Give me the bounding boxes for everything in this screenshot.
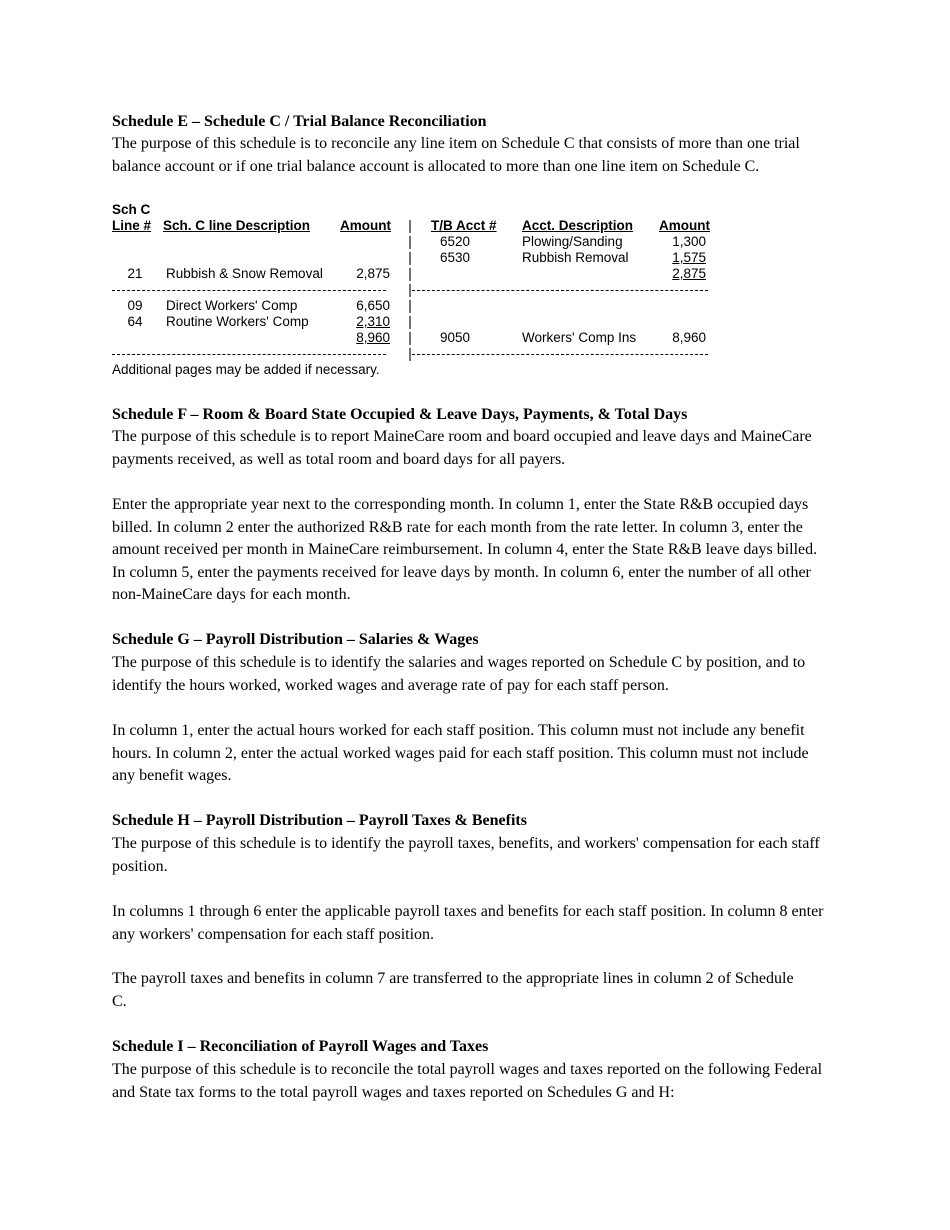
tb-total-cell: 2,875 [672,266,706,281]
schedule-g-paragraph-2: In column 1, enter the actual hours worked for each staff position. This column must not include any benefit hours. In column 2, enter the actual worked wages paid for each staff position. This column must not include any benefit wages. [112,722,809,784]
tb-amount-cell: 8,960 [672,330,706,345]
header-tb-acct: T/B Acct # [431,218,497,233]
line-description-cell: Routine Workers' Comp [166,314,309,329]
schedule-e-paragraph: The purpose of this schedule is to reconcile any line item on Schedule C that consists of more than one trial balance account or if one trial balance account is allocated to more than one line item on Schedule C. [112,135,800,175]
line-total-cell: 8,960 [356,330,390,345]
divider [112,354,386,355]
column-separator: | [408,250,412,265]
schedule-g-paragraph-1: The purpose of this schedule is to identify the salaries and wages reported on Schedule C by position, and to identify the hours worked, worked wages and average rate of pay for each staff person. [112,654,806,694]
divider [412,290,708,291]
column-separator: | [408,298,412,313]
acct-description-cell: Workers' Comp Ins [522,330,637,345]
schedule-f-heading: Schedule F – Room & Board State Occupied & Leave Days, Payments, & Total Days [112,406,688,423]
tb-amount-cell: 1,575 [672,250,706,265]
column-separator: | [408,282,412,297]
line-amount-cell: 2,875 [356,266,390,281]
tb-acct-cell: 6520 [439,234,471,249]
line-description-cell: Direct Workers' Comp [166,298,298,313]
header-description: Sch. C line Description [163,218,311,233]
tb-acct-cell: 6530 [439,250,471,265]
line-number-cell: 64 [127,314,143,329]
column-separator: | [408,218,412,233]
schedule-g-heading: Schedule G – Payroll Distribution – Salaries & Wages [112,631,479,648]
header-amount: Amount [340,218,391,233]
schedule-i-heading: Schedule I – Reconciliation of Payroll Wages and Taxes [112,1038,489,1055]
schedule-f-paragraph-1: The purpose of this schedule is to report MaineCare room and board occupied and leave days and MaineCare payments received, as well as total room and board days for all payers. [112,428,812,468]
schedule-f-paragraph-2: Enter the appropriate year next to the corresponding month. In column 1, enter the State R&B occupied days billed. In column 2 enter the authorized R&B rate for each month from the rate letter. In column 3, enter the amount received per month in MaineCare reimbursement. In column 4, enter the State R&B leave days billed. In column 5, enter the payments received for leave days by month. In column 6, enter the number of all other non-MaineCare days for each month. [112,496,818,603]
column-separator: | [408,234,412,249]
schedule-h-paragraph-3: The payroll taxes and benefits in column 7 are transferred to the appropriate lines in column 2 of Schedule C. [112,970,794,1010]
line-description-cell: Rubbish & Snow Removal [166,266,323,281]
column-separator: | [408,346,412,361]
header-sch-c: Sch C [112,202,151,217]
column-separator: | [408,314,412,329]
divider [112,290,386,291]
schedule-h-paragraph-2: In columns 1 through 6 enter the applicable payroll taxes and benefits for each staff position. In column 8 enter any workers' compensation for each staff position. [112,903,824,943]
schedule-h-paragraph-1: The purpose of this schedule is to identify the payroll taxes, benefits, and workers' compensation for each staff position. [112,835,820,875]
tb-amount-cell: 1,300 [672,234,706,249]
line-number-cell: 21 [127,266,143,281]
column-separator: | [408,330,412,345]
tb-acct-cell: 9050 [439,330,471,345]
acct-description-cell: Plowing/Sanding [522,234,623,249]
line-amount-cell: 2,310 [356,314,390,329]
column-separator: | [408,266,412,281]
header-acct-description: Acct. Description [522,218,634,233]
line-number-cell: 09 [127,298,143,313]
schedule-e-heading: Schedule E – Schedule C / Trial Balance Reconciliation [112,113,487,130]
line-amount-cell: 6,650 [356,298,390,313]
acct-description-cell: Rubbish Removal [522,250,629,265]
header-line: Line # [112,218,152,233]
table-note: Additional pages may be added if necessary. [112,362,380,377]
divider [412,354,708,355]
schedule-i-paragraph-1: The purpose of this schedule is to reconcile the total payroll wages and taxes reported on the following Federal and State tax forms to the total payroll wages and taxes reported on Schedules G and H: [112,1061,823,1101]
schedule-h-heading: Schedule H – Payroll Distribution – Payroll Taxes & Benefits [112,812,527,829]
header-tb-amount: Amount [659,218,710,233]
